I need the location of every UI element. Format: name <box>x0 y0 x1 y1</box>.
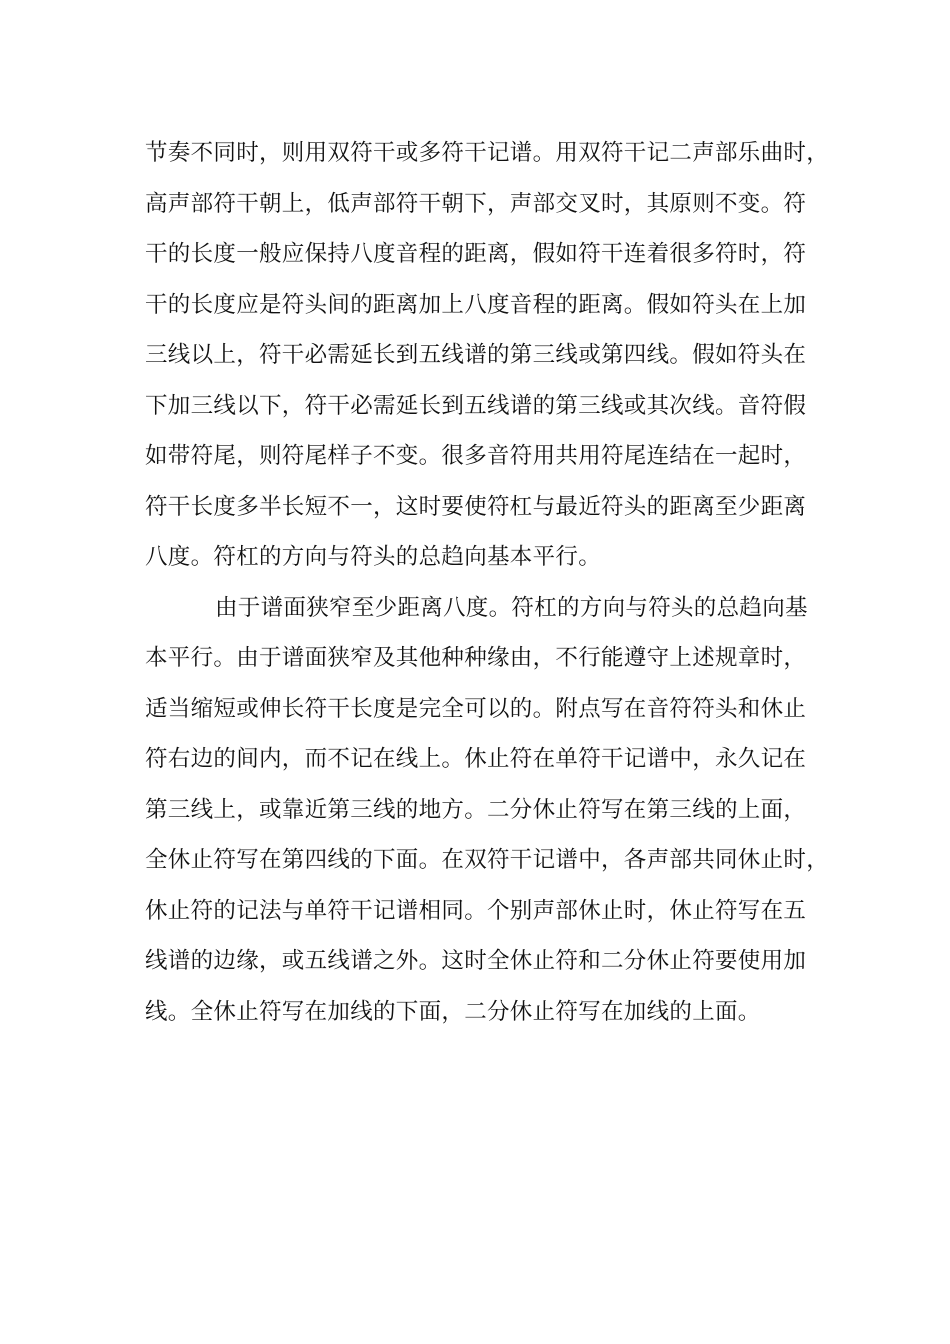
text-line: 节奏不同时，则用双符干或多符干记谱。用双符干记二声部乐曲时， <box>145 140 830 166</box>
text-line: 符干长度多半长短不一，这时要使符杠与最近符头的距离至少距离 <box>145 493 807 520</box>
paragraph-1 <box>145 128 845 583</box>
paragraph-2 <box>145 583 845 1038</box>
text-line: 如带符尾，则符尾样子不变。很多音符用共用符尾连结在一起时， <box>145 443 807 469</box>
text-line: 符右边的间内，而不记在线上。休止符在单符干记谱中，永久记在 <box>145 746 807 772</box>
text-line: 线谱的边缘，或五线谱之外。这时全休止符和二分休止符要使用加 <box>145 948 807 974</box>
text-line: 高声部符干朝上，低声部符干朝下，声部交叉时，其原则不变。符 <box>145 190 807 217</box>
text-line: 八度。符杠的方向与符头的总趋向基本平行。 <box>145 544 602 570</box>
body-text <box>145 128 845 1037</box>
text-line: 全休止符写在第四线的下面。在双符干记谱中，各声部共同休止时， <box>145 847 830 873</box>
text-line: 由于谱面狭窄至少距离八度。符杠的方向与符头的总趋向基 <box>215 594 808 621</box>
text-line: 线。全休止符写在加线的下面，二分休止符写在加线的上面。 <box>145 998 761 1025</box>
text-line: 干的长度一般应保持八度音程的距离，假如符干连着很多符时，符 <box>145 241 807 267</box>
text-line: 本平行。由于谱面狭窄及其他种种缘由，不行能遵守上述规章时， <box>145 645 807 671</box>
text-line: 休止符的记法与单符干记谱相同。个别声部休止时，休止符写在五 <box>145 897 807 924</box>
text-line: 适当缩短或伸长符干长度是完全可以的。附点写在音符符头和休止 <box>145 695 807 722</box>
text-line: 三线以上，符干必需延长到五线谱的第三线或第四线。假如符头在 <box>145 342 807 368</box>
text-line: 干的长度应是符头间的距离加上八度音程的距离。假如符头在上加 <box>145 291 807 318</box>
text-line: 下加三线以下，符干必需延长到五线谱的第三线或其次线。音符假 <box>145 392 807 419</box>
text-line: 第三线上，或靠近第三线的地方。二分休止符写在第三线的上面， <box>145 796 807 823</box>
